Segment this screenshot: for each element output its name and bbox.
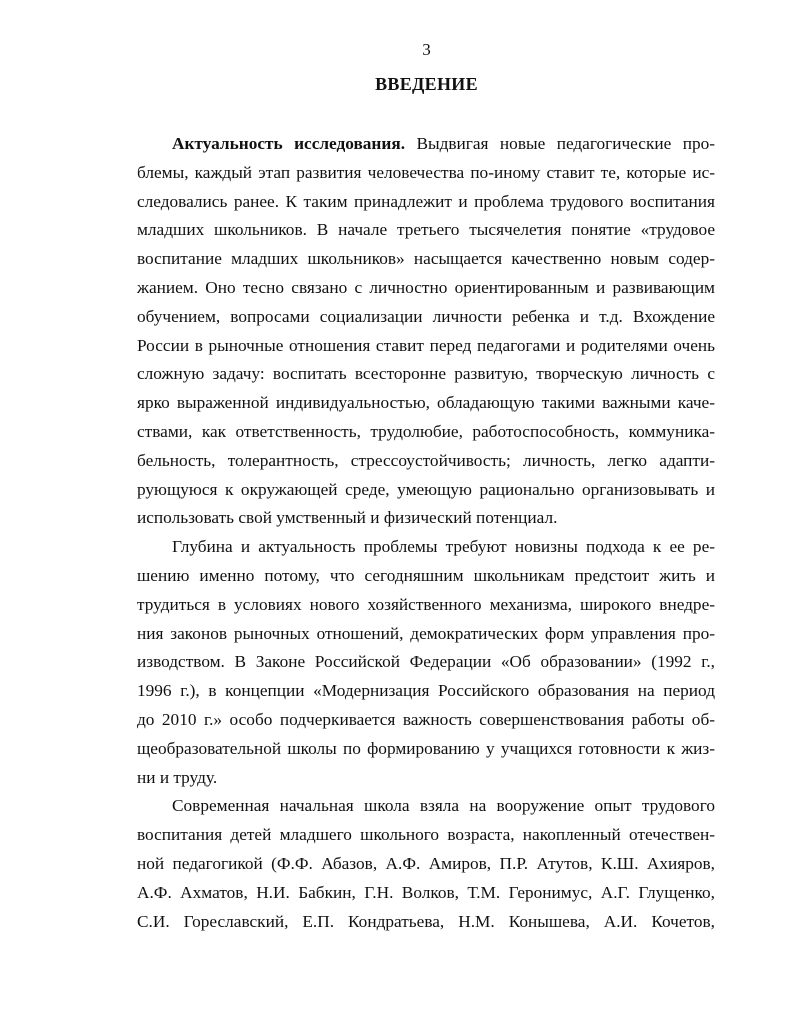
text-line: А.Ф. Ахматов, Н.И. Бабкин, Г.Н. Волков, Т.М. Геронимус, А.Г. Глущенко, [137, 882, 715, 902]
text-line: рующуюся к окружающей среде, умеющую рационально организовывать и [137, 479, 715, 499]
text-line: воспитание младших школьников» насыщается качественно новым содер- [137, 249, 715, 269]
text-line: следовались ранее. К таким принадлежит и проблема трудового воспитания [137, 191, 715, 211]
paragraph-modern-school [137, 792, 715, 936]
text-line: 1996 г.), в концепции «Модернизация Российского образования на период [137, 681, 715, 701]
text-line: до 2010 г.» особо подчеркивается важность совершенствования работы об- [137, 709, 715, 729]
text-line: С.И. Гореславский, Е.П. Кондратьева, Н.М. Конышева, А.И. Кочетов, [137, 911, 715, 931]
text-line: ния законов рыночных отношений, демократических форм управления про- [137, 623, 715, 643]
text-line: сложную задачу: воспитать всесторонне развитую, творческую личность с [137, 364, 715, 384]
text-line: блемы, каждый этап развития человечества по-иному ставит те, которые ис- [137, 162, 715, 182]
text-line: шению именно потому, что сегодняшним школьникам предстоит жить и [137, 565, 715, 585]
text-line: ярко выраженной индивидуальностью, обладающую такими важными каче- [137, 393, 715, 413]
text-line: ной педагогикой (Ф.Ф. Абазов, А.Ф. Амиров, П.Р. Атутов, К.Ш. Ахияров, [137, 853, 715, 873]
text-line: использовать свой умственный и физический потенциал. [137, 508, 558, 528]
text-line: жанием. Оно тесно связано с личностно ориентированным и развивающим [137, 277, 715, 297]
text-line: изводством. В Законе Российской Федерации «Об образовании» (1992 г., [137, 652, 715, 672]
paragraph-lead: Актуальность исследования. [172, 134, 406, 153]
text-line: воспитания детей младшего школьного возраста, накопленный отечествен- [137, 825, 715, 845]
text-line: ствами, как ответственность, трудолюбие, работоспособность, коммуника- [137, 421, 715, 441]
paragraph-relevance [137, 130, 715, 533]
text-line: бельность, толерантность, стрессоустойчивость; личность, легко адапти- [137, 450, 715, 470]
text-line: России в рыночные отношения ставит перед педагогами и родителями очень [137, 335, 715, 355]
section-heading: ВВЕДЕНИЕ [375, 74, 478, 94]
text-line: Актуальность исследования. Выдвигая новые педагогические про- [172, 134, 715, 153]
text-line: Современная начальная школа взяла на вооружение опыт трудового [172, 796, 715, 816]
text-line: трудиться в условиях нового хозяйственного механизма, широкого внедре- [137, 594, 715, 614]
text-line: младших школьников. В начале третьего тысячелетия понятие «трудовое [137, 220, 715, 240]
text-line: щеобразовательной школы по формированию у учащихся готовности к жиз- [137, 738, 715, 758]
paragraph-depth [137, 533, 715, 792]
text-line: ни и труду. [137, 767, 218, 787]
text-line: обучением, вопросами социализации личности ребенка и т.д. Вхождение [137, 306, 715, 326]
text-line: Глубина и актуальность проблемы требуют новизны подхода к ее ре- [172, 537, 715, 557]
page-number: 3 [422, 40, 431, 59]
body-text [137, 130, 715, 936]
